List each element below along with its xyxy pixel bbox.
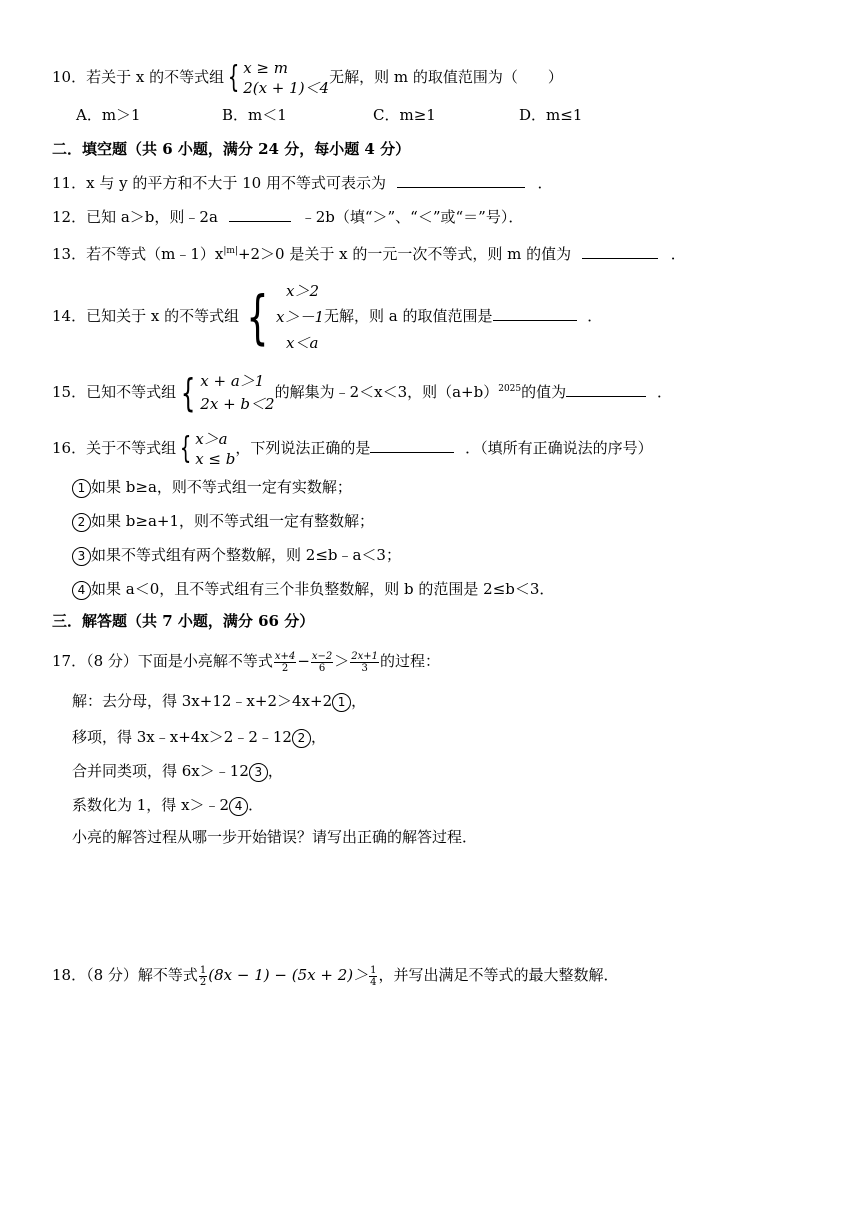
question-text-tail: 的过程： (380, 652, 441, 670)
punctuation: ， (351, 692, 367, 710)
answer-blank[interactable] (370, 438, 454, 453)
question-text: 已知不等式组 (86, 383, 177, 401)
question-text-cont: 的值为 (521, 383, 567, 401)
statement-1 (72, 476, 352, 498)
circled-number: 4 (229, 797, 248, 816)
question-text: 已知关于 x 的不等式组 (86, 307, 240, 325)
inequality-system: x ≥ m 2(x + 1)＜4 (243, 59, 330, 97)
punctuation: ， (267, 762, 283, 780)
answer-blank[interactable] (566, 382, 646, 397)
question-text: （8 分）下面是小亮解不等式 (86, 652, 273, 670)
section-heading-fill-in: 二．填空题（共 6 小题，满分 24 分，每小题 4 分） (52, 140, 411, 158)
question-number: 16． (52, 439, 87, 457)
question-12 (52, 206, 523, 228)
brace: { (179, 431, 192, 466)
step-text: 移项，得 3x﹣x+4x＞2﹣2﹣12 (72, 728, 292, 746)
question-16 (52, 428, 653, 469)
fraction: $\frac{2x+1}{3}$ (351, 650, 379, 674)
circled-number: 3 (249, 763, 268, 782)
question-text: 若关于 x 的不等式组 (86, 68, 225, 86)
answer-blank[interactable] (582, 244, 658, 259)
statement-3 (72, 544, 401, 566)
question-number: 18． (52, 966, 87, 984)
circled-number: 4 (72, 581, 91, 600)
punctuation: ， (310, 728, 326, 746)
question-text-tail: ． (537, 174, 553, 192)
question-10 (52, 58, 563, 98)
question-text-tail: ． (656, 383, 672, 401)
statement-text: 如果 b≥a+1，则不等式组一定有整数解； (91, 512, 374, 530)
statement-text: 如果 b≥a，则不等式组一定有实数解； (91, 478, 352, 496)
step-text: 解：去分母，得 3x+12﹣x+2＞4x+2 (72, 692, 333, 710)
question-text-tail: ． (587, 307, 603, 325)
question-text-cont: 的解集为﹣2＜x＜3，则（a+b） (274, 383, 499, 401)
circled-number: 3 (72, 547, 91, 566)
statement-2 (72, 510, 374, 532)
inequality-system: x + a＞1 2x + b＜2 (200, 372, 275, 413)
answer-blank[interactable] (397, 173, 525, 188)
question-number: 14． (52, 307, 87, 325)
question-text-cont: ，下列说法正确的是 (235, 439, 371, 457)
question-17-prompt: 小亮的解答过程从哪一步开始错误？请写出正确的解答过程． (72, 828, 478, 846)
brace: { (246, 283, 269, 351)
fraction: $\frac{x-2}{6}$ (311, 650, 333, 674)
expression: (8x − 1) − (5x + 2)＞ (208, 966, 369, 984)
operator: ＞ (334, 652, 350, 670)
question-13 (52, 240, 686, 265)
statement-4 (72, 578, 554, 600)
question-text-tail: ﹣2b（填“＞”、“＜”或“＝”号）． (300, 208, 524, 226)
question-15 (52, 366, 672, 416)
solution-step-2 (72, 726, 326, 748)
operator: − (297, 652, 310, 670)
solution-step-4 (72, 794, 263, 816)
inequality-system: x＞2 x＞－1 x＜a (276, 282, 325, 352)
question-number: 11． (52, 174, 87, 192)
circled-number: 2 (72, 513, 91, 532)
question-text-tail: ．（填所有正确说法的序号） (465, 439, 653, 457)
question-number: 15． (52, 383, 87, 401)
question-text-tail: ． (670, 245, 686, 263)
option-c: C．m≥1 (373, 106, 436, 124)
punctuation: ． (248, 796, 264, 814)
exponent: 2025 (498, 384, 522, 394)
exponent: |m| (223, 246, 238, 256)
question-18 (52, 964, 619, 988)
fraction: $\frac{x+4}{2}$ (274, 650, 296, 674)
section-heading-solutions: 三．解答题（共 7 小题，满分 66 分） (52, 612, 315, 630)
step-text: 合并同类项，得 6x＞﹣12 (72, 762, 249, 780)
circled-number: 1 (332, 693, 351, 712)
question-text-cont: 无解，则 a 的取值范围是 (324, 307, 493, 325)
question-text-tail: 无解，则 m 的取值范围为（ ） (329, 68, 563, 86)
question-17 (52, 650, 440, 674)
question-number: 13． (52, 245, 87, 263)
question-11 (52, 172, 553, 194)
inequality-system: x＞a x ≤ b (195, 430, 236, 468)
question-number: 17． (52, 652, 87, 670)
solution-step-1 (72, 690, 366, 712)
brace: { (180, 371, 196, 415)
circled-number: 1 (72, 479, 91, 498)
option-a: A．m＞1 (76, 106, 141, 124)
question-number: 12． (52, 208, 87, 226)
statement-text: 如果不等式组有两个整数解，则 2≤b﹣a＜3； (91, 546, 401, 564)
circled-number: 2 (292, 729, 311, 748)
question-text: 已知 a＞b，则﹣2a (86, 208, 218, 226)
question-text: 若不等式（m﹣1）x (86, 245, 224, 263)
question-text: x 与 y 的平方和不大于 10 用不等式可表示为 (86, 174, 386, 192)
statement-text: 如果 a＜0，且不等式组有三个非负整数解，则 b 的范围是 2≤b＜3． (91, 580, 555, 598)
answer-blank[interactable] (229, 207, 291, 222)
fraction: $\frac{1}{4}$ (370, 964, 377, 988)
option-d: D．m≤1 (519, 106, 583, 124)
step-text: 系数化为 1，得 x＞﹣2 (72, 796, 230, 814)
brace: { (227, 60, 240, 95)
question-number: 10． (52, 68, 87, 86)
question-text-cont: +2＞0 是关于 x 的一元一次不等式，则 m 的值为 (237, 245, 572, 263)
options-10 (76, 104, 582, 126)
fraction: $\frac{1}{2}$ (199, 964, 207, 988)
option-b: B．m＜1 (222, 106, 287, 124)
question-text: 关于不等式组 (86, 439, 177, 457)
solution-step-3 (72, 760, 283, 782)
question-text: （8 分）解不等式 (86, 966, 198, 984)
question-14 (52, 278, 602, 356)
answer-blank[interactable] (493, 306, 577, 321)
question-text-tail: ，并写出满足不等式的最大整数解． (378, 966, 619, 984)
